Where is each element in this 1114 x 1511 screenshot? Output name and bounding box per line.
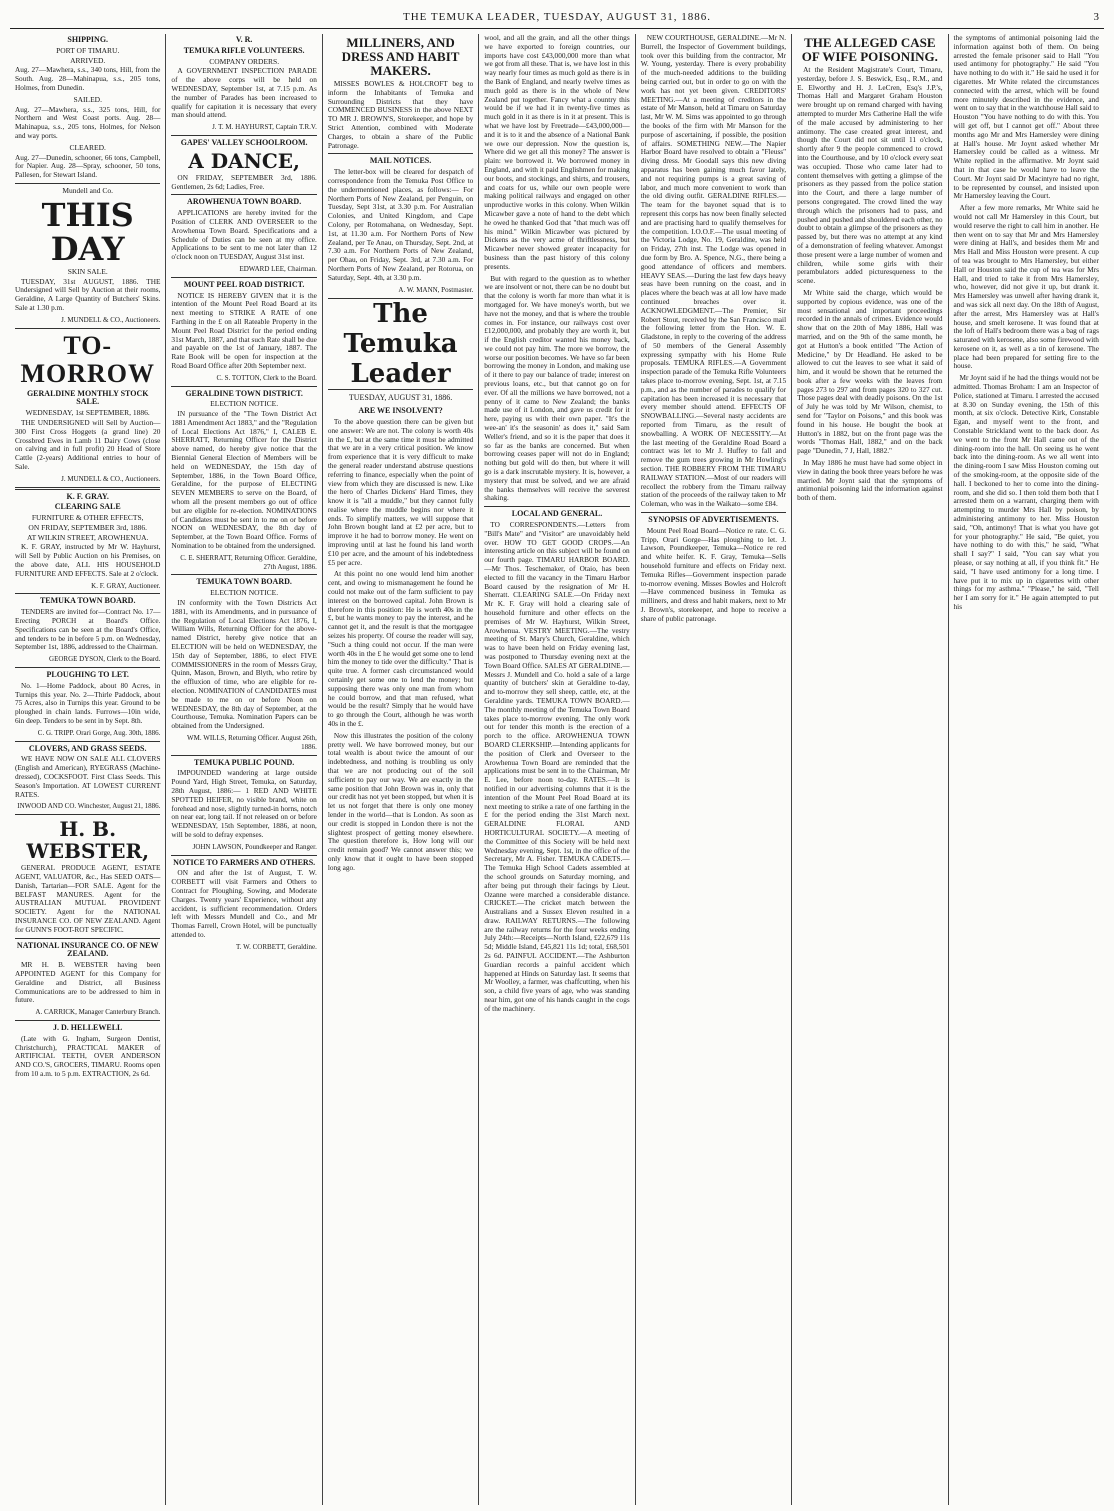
pound-text: IMPOUNDED wandering at large outside Pound Yard, High Street, Temuka, on Saturday, 28th August, 1886:— 1 RED AND WHITE SPOTTED HEIFER, no visible brand, white on forehead and nose, slightly turned-in horns, notch on near ear, long tail. If not released on or before WEDNESDAY, 15th September, 1886, at noon, will be sold to defray expenses. xyxy=(171,768,317,839)
stock-sale-heading: GERALDINE MONTHLY STOCK SALE. xyxy=(26,388,149,407)
cleared-text: Aug. 27—Dunedin, schooner, 66 tons, Campbell, for Napier. Aug. 28—Spray, schooner, 50 tons, Pallesen, for Stewart Island. xyxy=(15,152,161,180)
insolvent-text-1: To the above question there can be given but one answer: We are not. The colony is worth 40s in the £, but at the same time it must be admitted that we are in a very critical position. We know from experience that it is very difficult to make the general reader understand abstruse questions referring to finance, especially when the point of view from which they are discussed is new. Like the hero of Charles Dickens' Hard Times, they know it is "all a muddle," but they cannot fully realise where the muddle begins nor where it ends. To simplify matters, we will suppose that John Brown bought land at £2 per acre, but to improve it he had to borrow money. He went on improving until at last he found his land worth £10 per acre, and the amount of his indebtedness £5 per acre. xyxy=(327,416,474,567)
arowhenua-heading: AROWHENUA TOWN BOARD. xyxy=(187,197,302,207)
arrived-label: ARRIVED. xyxy=(70,55,106,65)
national-insurance-heading: NATIONAL INSURANCE CO. OF NEW ZEALAND. xyxy=(16,940,159,959)
clearing-sale-heading: CLEARING SALE xyxy=(54,502,121,512)
furniture-heading: FURNITURE & OTHER EFFECTS, xyxy=(31,513,144,523)
case-text-2: Mr White said the charge, which would be supported by copious evidence, was one of the most sensational and important proceedings recorded in the annals of crimes. Evidence would show that on the 20th of May 1886, Hall was married, and on the 9th of the same month, he got at Hutton's a book entitled "The Action of Medicine," by Dr Headland. He asked to be allowed to cut the leaves to see what it said of him, and it would be shown that he returned the book after a few weeks with the leaves from pages 273 to 297 and from pages 320 to 327 cut. Those pages deal with deadly poisons. On the 1st of July he was told by Mr Wilson, chemist, to send for "Taylor on Poisons," and this book was found in his house. He bought the book at Hutton's in 1882, but on the front page was the words "Thomas Hall, 1882," and on the back page "Dunedin, 7 J, Hall, 1882." xyxy=(797,287,943,456)
page-header xyxy=(10,6,1104,29)
cleared-label: CLEARED. xyxy=(69,142,106,152)
gapes-heading: GAPES' VALLEY SCHOOLROOM. xyxy=(180,137,308,147)
farmers-heading: NOTICE TO FARMERS AND OTHERS. xyxy=(173,857,316,867)
farmers-text: ON and after the 1st of August, T. W. CORBETT will visit Farmers and Others to Contract for Ploughing, Sowing, and Moderate Charges. Twenty years' Experience, without any accident, is sufficient recommendation. Orders left with Messrs Mundell and Co., and Mr Thomas Farrell, Crown Hotel, will be punctually attended to. xyxy=(171,868,317,939)
column-4 xyxy=(479,34,635,1505)
arowhenua-signature: EDWARD LEE, Chairman. xyxy=(239,264,317,273)
wilkin-street: AT WILKIN STREET, AROWHENUA. xyxy=(26,532,149,542)
wife-poisoning-heading: THE ALLEGED CASE OF WIFE POISONING. xyxy=(801,35,938,64)
mount-peel-text: NOTICE IS HEREBY GIVEN that it is the intention of the Mount Peel Road Board at its next meeting to STRIKE A RATE of one Farthing in the £ on all Rateable Property in the Mount Peel Road District for the period ending 31st March, 1887, and that such Rate shall be due and payable on the 1st of January, 1887. The Rate Book will be open for inspection at the Road Board Office after 20th September next. xyxy=(171,290,317,370)
tomorrow-heading: TO-MORROW xyxy=(20,330,155,388)
page-number: 3 xyxy=(1093,11,1100,23)
case-text-4: the symptoms of antimonial poisoning laid the information against both of them. On being arrested the female prisoner said to Hall "You used antimony for photography." He said "You have nothing to do with it." He said he used it for cigarettes. Mr White related the circumstances connected with the arrest, which will be found more minutely described in the evidence, and went on to say that in the watchhouse Hall said to Houston "You have nothing to do with this. You will get off, but I cannot get off." About three months ago Mr and Mrs Hamersley were dining at Hall's house. Mr Joynt asked whether Mr Hamersley could be called as a witness. Mr White replied in the affirmative. Mr Joynt said that in that case he would have to leave the Court. Mr Joynt said Dr Macintyre had no right, to be represented by counsel, and insisted upon Mr Hamersley leaving the Court. xyxy=(953,34,1099,201)
milliners-text: MISSES BOWLES & HOLCROFT beg to inform the Inhabitants of Temuka and Surrounding Districts that they have COMMENCED BUSINESS in the above NEXT TO MR J. BROWN'S, Storekeeper, and hope by Strict Attention, combined with Moderate Charges, to obtain a share of the Public Patronage. xyxy=(327,79,474,150)
arrived-text: Aug. 27—Mawhera, s.s., 340 tons, Hill, from the South. Aug. 28—Mahinapua, s.s., 205 tons, Holmes, from Dunedin. xyxy=(15,65,161,92)
rifles-signature: J. T. M. HAYHURST, Captain T.R.V. xyxy=(212,123,317,132)
geraldine-district-heading: GERALDINE TOWN DISTRICT. xyxy=(185,388,303,398)
temuka-board-heading: TEMUKA TOWN BOARD. xyxy=(39,596,136,606)
pound-heading: TEMUKA PUBLIC POUND. xyxy=(194,757,295,767)
mundell-firm: Mundell and Co. xyxy=(62,185,114,195)
case-text-1: At the Resident Magistrate's Court, Timaru, yesterday, before J. S. Beswick, Esq., R.M., and E. Elworthy and H. J. LeCren, Esq's J.P.'s, Thomas Hall and Margaret Graham Houston were brought up on remand charged with having attempted to murder Mrs Catherine Hall the wife of the male accused by administering to her antimony. The case created great interest, and though the Court did not sit until 11 o'clock, shortly after 9 the people commenced to crowd into the Courthouse, and by 10 o'clock every seat was occupied. Those who came later had to content themselves with getting a glimpse of the prisoners as they passed from the police station into the Court, and there a large number of persons congregated. The crowd lined the way through which the prisoners had to pass, and pushed and pushed and shouldered each other, no doubt to obtain a glimpse of the prisoners as they passed by, but there was no attempt at any kind of a demonstration of feeling whatever. Amongst those present were a large number of women and children, while some girls with their perambulators added picturesqueness to the scene. xyxy=(797,65,943,286)
this-day-heading: THIS DAY xyxy=(41,195,134,268)
column-6 xyxy=(792,34,948,1505)
mount-peel-heading: MOUNT PEEL ROAD DISTRICT. xyxy=(183,279,305,289)
temuka-town-board-heading: TEMUKA TOWN BOARD. xyxy=(196,577,292,587)
header-title: THE TEMUKA LEADER, TUESDAY, AUGUST 31, 1886. xyxy=(402,11,712,23)
gray-text: K. F. GRAY, instructed by Mr W. Hayhurst, will Sell by Public Auction on his Premises, on the above date, ALL HIS HOUSEHOLD FURNITURE AND EFFECTS. Sale at 2 o'clock. xyxy=(15,542,161,578)
case-text-6: Mr Joynt said if he had the things would not be admitted. Thomas Broham: I am an Inspector of Police, stationed at Timaru. I arrested the accused at 8.30 on Sunday evening, the 15th of this month, at six o'clock. Detective Kirk, Constable Egan, and myself went to the front, and Constable Strickland went to the back door. As we went to the front Mr Hall came out of the dining-room into the hall. On seeing us he went back into the dining-room. As we all went into the dining-room I saw Miss Houston coming out of the smoking-room, at the opposite side of the hall. I beckoned to her to come into the dining-room, and she did so. I then told them both that I arrested them on a warrant, charging them with attempting to murder Mrs Hall by poison, by administering antimony to her. Miss Houston said, "Oh, antimony! That is what you have got for your photography." He said, "Be quiet, you have nothing to do with this," he said, "What shall I say?" I said, "You can say what you please, or say nothing at all, if you think fit." He said, "I have used antimony for a long time. I have put it to mix up in cigarettes with other things for my asthma." "Please," he said, "Tell her I am sorry for it." He again attempted to put his xyxy=(953,373,1099,611)
stock-sale-signature: J. MUNDELL & CO., Auctioneers. xyxy=(61,474,161,483)
gray-heading: K. F. GRAY. xyxy=(66,491,109,501)
rifles-text: A GOVERNMENT INSPECTION PARADE of the above corps will be held on WEDNESDAY, September 1st, at 7.15 p.m. As the number of Parades has been increased to qualify for capitation it is necessary that every man should attend. xyxy=(171,66,317,120)
column-1 xyxy=(10,34,166,1505)
clovers-signature: INWOOD AND CO. Winchester, August 21, 1886. xyxy=(17,802,161,811)
sailed-text: Aug. 27—Mawhera, s.s., 325 tons, Hill, for Northern and West Coast ports. Aug. 28—Mahinapua, s.s., 205 tons, Holmes, for Nelson and way ports. xyxy=(15,104,161,140)
insolvent-continued: wool, and all the grain, and all the other things we have exported to foreign countries, our imports have cost £43,000,000 more than what we got from all these. That is, we have lost in this way nearly four times as much gold as there is in the Bank of England, and nearly twelve times as much gold as there is in the whole of New Zealand put together. Fancy what a country this would be if we had it in twenty-five times as much gold in it as there is in it at present. This is what we have lost by Freetrade—£43,000,000—and it is to it and the absence of a National Bank we owe our depression. Now the question is, Where did we get all this money? The answer is plain: we borrowed it. We borrowed money in England, and with it paid Englishmen for making our boots, and stockings, and shirts, and trousers, and coats for us, while our own people were making political railways and engaged on other unproductive works in this colony. When Wilkin Micawber gave a note of hand to the debt which he owed he thanked God that "that much was off his mind." Wilkin Micawber was pictured by Dickens as the very acme of thriftlessness, but Micawber never showed greater incapacity for business than the past history of this colony presents. xyxy=(484,34,630,271)
farmers-signature: T. W. CORBETT, Geraldine. xyxy=(236,942,317,951)
skin-sale-signature: J. MUNDELL & CO., Auctioneers. xyxy=(61,315,161,324)
dentist-heading: J. D. HELLEWELL xyxy=(53,1022,123,1032)
skin-sale-heading: SKIN SALE. xyxy=(67,266,108,276)
clovers-text: WE HAVE NOW ON SALE ALL CLOVERS (English and American), RYEGRASS (Machine-dressed), COCKSFOOT. First Class Seeds. This Season's Importation. AT LOWEST CURRENT RATES. xyxy=(15,754,161,799)
case-text-3: In May 1886 he must have had some object in view in dating the book three years before he was married. Mr Joynt said that the symptoms of antimonial poisoning laid the information against both of them. xyxy=(797,458,943,503)
newspaper-date: TUESDAY, AUGUST 31, 1886. xyxy=(348,393,453,403)
national-insurance-text: MR H. B. WEBSTER having been APPOINTED AGENT for this Company for Geraldine and District, all Business Communications are to be addressed to him in future. xyxy=(15,960,161,1005)
temuka-board-signature: GEORGE DYSON, Clerk to the Board. xyxy=(49,655,161,664)
milliners-heading: MILLINERS, AND DRESS AND HABIT MAKERS. xyxy=(341,35,460,78)
rifles-heading: TEMUKA RIFLE VOLUNTEERS. xyxy=(183,45,305,55)
stock-sale-text: THE UNDERSIGNED will Sell by Auction— 300 First Cross Hoggets (a grand line) 20 Crossbred Ewes in Lamb 11 Dairy Cows (close on calving and in full profit) 20 Head of Store Cattle (2-years) Additional entries to hour of Sale. xyxy=(15,417,161,471)
insolvent-text-3: Now this illustrates the position of the colony pretty well. We have borrowed money, but our total wealth is about twice the amount of our indebtedness, and nothing is troubling us only that we are not producing out of the soil sufficient to pay our way. We are exactly in the same position that John Brown was in, only that our credit has not yet been stopped, but when it is let us not forget that there is only one money lender in the world—that is London. As soon as our credit is stopped in London there is not the slightest prospect of getting money elsewhere. The question therefore is, How long will our credit remain good? We cannot answer this; we only know that it ought to have been stopped long ago. xyxy=(327,730,474,872)
pound-signature: JOHN LAWSON, Poundkeeper and Ranger. xyxy=(192,842,317,851)
ploughing-text: No. 1—Home Paddock, about 80 Acres, in Turnips this year. No. 2—Thirle Paddock, about 75 Acres, also in Turnips this year. Ground to be ploughed in chain lands. Furrows—10in wide, 6in deep. Tenders to be sent in by Sept. 8th. xyxy=(15,680,161,726)
temuka-board-text: TENDERS are invited for—Contract No. 17—Erecting PORCH at Board's Office. Specifications can be seen at the Board's Office, and tenders to be in before 5 p.m. on Wednesday, September 1st, 1886, addressed to the Chairman. xyxy=(15,607,161,652)
geraldine-election-text: IN pursuance of the "The Town District Act 1881 Amendment Act 1883," and the "Regulation of Local Elections Act 1876," I, CALEB E. SHERRATT, Returning Officer for the District above named, do hereby give notice that the Biennial General Election of Members will be held on WEDNESDAY, the 15th day of September, 1886, in the Town Board Office, Geraldine, for the purpose of ELECTING SEVEN MEMBERS to serve on the Board, of whom all the present members go out of office but are eligible for re-election. NOMINATIONS of Candidates must be sent in to me on or before NOON on WEDNESDAY, the 8th day of September, at the Town Board Office. Forms of Nomination to be obtained from the undersigned. xyxy=(171,409,317,551)
geraldine-election-label: ELECTION NOTICE. xyxy=(210,399,279,409)
temuka-election-label: ELECTION NOTICE. xyxy=(210,588,279,598)
synopsis-heading: SYNOPSIS OF ADVERTISEMENTS. xyxy=(648,515,779,525)
shipping-heading: SHIPPING. xyxy=(67,35,109,44)
column-5 xyxy=(636,34,792,1505)
arowhenua-text: APPLICATIONS are hereby invited for the Position of CLERK AND OVERSEER to the Arowhenua Town Board. Specifications and a Schedule of Duties can be seen at my office. Applications to be sent to me not later than 12 o'clock noon on TUESDAY, August 31st inst. xyxy=(171,208,317,262)
friday-date: ON FRIDAY, SEPTEMBER 3rd, 1886. xyxy=(28,522,147,532)
webster-text: GENERAL PRODUCE AGENT, ESTATE AGENT, VALUATOR, &c., Has SEED OATS—Danish, Tartarian—FOR SALE. Agent for the BELFAST MANURES. Agent for the AUSTRALIAN MUTUAL PROVIDENT SOCIETY. Agent for the NATIONAL INSURANCE CO. OF NEW ZEALAND. Agent for GUNN'S FOOT-ROT SPECIFIC. xyxy=(15,863,161,934)
mail-signature: A. W. MANN, Postmaster. xyxy=(398,285,474,294)
newspaper-title: The Temuka Leader xyxy=(328,298,473,390)
local-general-text: TO CORRESPONDENTS.—Letters from "Bill's Mate" and "Visitor" are unavoidably held over. HOW TO GET GOOD CROPS.—An interesting article on this subject will be found on our fourth page. TIMARU HARBOR BOARD.—Mr Thos. Teschemaker, of Otaio, has been elected to fill the vacancy in the Timaru Harbor Board caused by the resignation of Mr H. Sherratt. CLEARING SALE.—On Friday next Mr K. F. Gray will hold a clearing sale of household furniture and other effects on the premises of Mr W. Hayhurst, Wilkin Street, Arowhenua. VESTRY MEETING.—The vestry meeting of St. Mary's Church, Geraldine, which was to have been held on Friday evening last, was postponed to Thursday evening next at the Town Board Office. SALES AT GERALDINE.—Messrs J. Mundell and Co. hold a sale of a large quantity of butchers' skin at Geraldine to-day, and to-morrow they sell sheep, cattle, etc, at the Geraldine yards. TEMUKA TOWN BOARD.—The monthly meeting of the Temuka Town Board takes place to-morrow evening. The only work out for tender this month is the erection of a porch to the office. AROWHENUA TOWN BOARD CLERKSHIP.—Intending applicants for the position of Clerk and Overseer to the Arowhenua Town Board are reminded that the applications must be sent in to the Chairman, Mr E. Lee, before noon to-day. RATES.—It is notified in our advertising columns that it is the intention of the Mount Peel Road Board at its next meeting to strike a rate of one farthing in the £ for the period ending the 31st March next. GERALDINE FLORAL AND HORTICULTURAL SOCIETY.—A meeting of the Committee of this Society will be held next Wednesday evening, Sept. 1st, in the office of the Secretary, Mr A. Fisher. TEMUKA CADETS.—The Temuka High School Cadets assembled at the school grounds on Saturday morning, and after being put through their facings by Lieut. Ozanne were marched a considerable distance. CRICKET.—The cricket match between the Australians and a Sussex Eleven resulted in a draw. RAILWAY RETURNS.—The following are the railway returns for the four weeks ending July 24th:—Receipts—North Island, £22,679 11s 5d; Middle Island, £45,821 11s 1d; total, £68,501 2s 6d. PAINFUL ACCIDENT.—The Ashburton Guardian records a painful accident which happened at Hinds on Saturday last. It seems that Mr Woolley, a farmer, was chaffcutting, when his son, a child five years of age, who was standing near him, got one of his hands caught in the cogs of the machinery. xyxy=(484,520,630,1013)
port-heading: PORT OF TIMARU. xyxy=(56,45,120,55)
columns xyxy=(10,34,1104,1505)
company-orders: COMPANY ORDERS. xyxy=(209,56,280,66)
column-3 xyxy=(323,34,479,1505)
skin-sale-text: TUESDAY, 31st AUGUST, 1886. THE Undersigned will Sell by Auction at their rooms, Geraldine, A Large Quantity of Butchers' Skins. Sale at 1.30 p.m. xyxy=(15,276,161,312)
mail-heading: MAIL NOTICES. xyxy=(369,156,432,166)
insolvent-continued-2: But with regard to the question as to whether we are insolvent or not, there can be no doubt but that the colony is worth far more than what it is mortgaged for. We have money's worth, but we have not the money, and that is where the trouble comes in. For instance, our railways cost over £12,000,000, and probably they are worth it, but if the English creditor wanted his money back, we could not pay him. The more we borrow, the worse our position becomes. We have so far been borrowing the money in London, and making use of it there to pay our balance of trade; interest on previous loans, etc., but that cannot go on for ever. Of all the millions we have borrowed, not a penny of it came to New Zealand; the banks made use of it London, and gave us credit for it here, paying us with their own paper. "It's the wee-an' it's the seasonin' as does it," said Sam Weller's friend, and so it is the paper that does it so far as the banks are concerned. But when borrowing ceases paper will not do in England; nothing but gold will do then, but where it will go is a dark inscrutable mystery. It is, however, a mystery that must be solved, and we are afraid the banks themselves will receive the severest shaking. xyxy=(484,273,630,503)
sailed-label: SAILED. xyxy=(73,94,102,104)
stock-sale-date: WEDNESDAY, 1st SEPTEMBER, 1886. xyxy=(25,408,150,418)
temuka-election-text: IN conformity with the Town Districts Act 1881, with its Amendments, and in pursuance of the Regulation of Local Elections Act 1876, I, William Wills, Returning Officer for the above-named District, hereby give notice that an ELECTION will be held on WEDNESDAY, the 15th day of September, 1886, to elect FIVE COMMISSIONERS in the room of Messrs Gray, Quinn, Mason, Brown, and Blyth, who retire by the effluxion of time, who are eligible for re-election. NOMINATION of CANDIDATES must be made to me on or before Noon on WEDNESDAY, the 8th day of September, at the Courthouse, Temuka. Nomination Papers can be obtained from the Undersigned. xyxy=(171,598,317,731)
ploughing-signature: C. G. TRIPP. Orari Gorge, Aug. 30th, 1886. xyxy=(37,728,161,737)
synopsis-text: Mount Peel Road Board—Notice re rate. C. G. Tripp, Orari Gorge—Has ploughing to let. J. Lawson, Poundkeeper, Temuka—Notice re red and white heifer. K. F. Gray, Temuka—Sells household furniture and effects on Friday next. Temuka Rifles—Government inspection parade to-morrow evening. Misses Bowles and Holcroft—Have commenced business in Temuka as milliners, and dress and habit makers, next to Mr J. Brown's, storekeeper, and hope to receive a share of public patronage. xyxy=(640,525,787,623)
local-general-heading: LOCAL AND GENERAL. xyxy=(511,509,603,519)
insolvent-heading: ARE WE INSOLVENT? xyxy=(358,406,443,416)
mount-peel-signature: C. S. TOTTON, Clerk to the Board. xyxy=(216,373,317,382)
dentist-text: (Late with G. Ingham, Surgeon Dentist, Christchurch), PRACTICAL MAKER of ARTIFICIAL TEETH, OVER ANDERSON AND CO.'S, GROCERS, TIMARU. Rooms open from 10 a.m. to 5 p.m. EXTRACTION, 2s 6d. xyxy=(15,1033,161,1078)
dance-text: ON FRIDAY, SEPTEMBER 3rd, 1886. Gentlemen, 2s 6d; Ladies, Free. xyxy=(171,172,317,191)
national-insurance-signature: A. CARRICK, Manager Canterbury Branch. xyxy=(35,1008,161,1017)
gray-signature: K. F. GRAY, Auctioneer. xyxy=(91,581,161,590)
temuka-election-signature: WM. WILLS, Returning Officer. August 26th, 1886. xyxy=(187,733,317,751)
webster-heading: H. B. WEBSTER, xyxy=(26,817,150,864)
mail-text: The letter-box will be cleared for despatch of correspondence from the Temuka Post Office to the undermentioned places, as follows:— For Northern Ports of New Zealand, per Penguin, on Tuesday, Sept 31st, at 3.30 p.m. For Australian Colonies, and United Kingdom, and Cape Colony, per Rotomahana, on Wednesday, Sept. 1st, at 11.30 a.m. For Northern Ports of New Zealand, per Te Anau, on Thursday, Sept. 2nd, at 7.30 a.m. For Northern Ports of New Zealand, per Ohau, on Friday, Sept. 3rd, at 7.30 a.m. For Northern Ports of New Zealand, per Rotorua, on Saturday, Sept. 4th, at 3.30 p.m. xyxy=(327,167,474,282)
vr-heading: V. R. xyxy=(235,35,253,44)
insolvent-text-2: At this point no one would lend him another cent, and owing to mismanagement he found he could not make out of the farm sufficient to pay interest on the borrowed capital. John Brown is therefore in this position: He is worth 40s in the £, but he wants money to pay the interest, and he cannot get it, and the result is that the mortgagee seizes his property. Of course the reader will say, "Such a thing could not occur. If the man were worth 40s in the £ he would get some one to lend him the money to tide over the difficulty." That is quite true. A former cash circumstanced would certainly get some one to lend the money; but supposing there was only one man from whom he could borrow, and that man refused, what would be the result? Simply that he would have to go through the Court, although he was worth 40s in the £. xyxy=(327,569,474,729)
ploughing-heading: PLOUGHING TO LET. xyxy=(46,670,129,680)
column-7 xyxy=(949,34,1104,1505)
clovers-heading: CLOVERS, AND GRASS SEEDS. xyxy=(28,743,147,753)
column-2 xyxy=(166,34,322,1505)
dance-heading: A DANCE, xyxy=(188,148,300,173)
local-general-continued: NEW COURTHOUSE, GERALDINE.—Mr N. Burrell, the Inspector of Government buildings, took over this building from the contractor, Mr W. Young, yesterday. There is every probability of the much-needed additions to the building being carried out, but in order to go on with the work has not yet been given. CREDITORS' MEETING.—At a meeting of creditors in the estate of Mr Manson, held at Timaru on Saturday last, Mr W. M. Sims was appointed to go through the books of the firm with Mr Manson for the purpose of ascertaining, if possible, the position of affairs. SOMETHING NEW.—The Napier Harbor Board have resolved to obtain a "Fleuss" diving dress. Mr Goodall says this new diving apparatus has been gaining much favor lately, and not requiring pumps is a great saving of labor, and much more convenient to work than the old diving outfit. GERALDINE RIFLES.—The team for the bayonet squad that is to represent this corps has now been finally selected and are practising hard to qualify themselves for the competition. I.O.O.F.—The usual meeting of the Victoria Lodge, No. 19, Geraldine, was held on Friday, 27th inst. The Lodge was opened in due form by Bro. A. Spence, N.G., there being a good attendance of officers and members. HEAVY SEAS.—During the last few days heavy seas have been running on the coast, and in places where the beach was at all low have made continued breaches over it. ACKNOWLEDGMENT.—The Premier, Sir Robert Stout, received by the San Francisco mail the following letter from the Hon. W. E. Gladstone, in reply to the covering of the address of 50 members of the General Assembly expressing sympathy with his Home Rule proposals. TEMUKA RIFLES.—A Government inspection parade of the Temuka Rifle Volunteers takes place to-morrow evening, Sept. 1st, at 7.15 p.m., and as the number of parades to qualify for capitation has been increased it is necessary that every member should attend. EFFECTS OF SNOWBALLING.—Several nasty accidents are reported from Timaru, as the result of snowballing. A WORK OF NECESSITY.—At the last meeting of the Geraldine Road Board a contract was let to Mr J. Huffey to fall and remove the gum trees growing in Mr Howling's section. THE ROBBERY FROM THE TIMARU RAILWAY STATION.—Most of our readers will recollect the robbery from the Timaru railway station of the proceeds of the railway taken to Mr Coleman, who was in the Waikato—some £84. xyxy=(640,34,787,509)
case-text-5: After a few more remarks, Mr White said he would not call Mr Hamersley in this Court, but would reserve the right to call him in another. He then went on to say that Mr and Mrs Hamersley were dining at Hall's, and besides them Mr and Mrs Hall and Miss Houston were present. A cup of tea was brought to Mrs Hamersley, but either Hall or Houston said the cup of tea was for Mrs Hall, and tried to take it from Mrs Hamersley, who, however, did not give it up, but drank it. Mrs Hamersley was unwell after having drank it, and was sick all next day. On the 18th of August, after the arrest, Mrs Hamersley was at Hall's house, and smelt kerosene. It was found that at the loft of Hall's bedroom there was a bag of rags saturated with kerosene, also some firewood with kerosene on it, as well as a tin of kerosene. The place had been prepared for setting fire to the house. xyxy=(953,203,1099,371)
geraldine-election-signature: C. E. SHERRATT, Returning Officer. Geraldine, 27th August, 1886. xyxy=(180,553,317,571)
